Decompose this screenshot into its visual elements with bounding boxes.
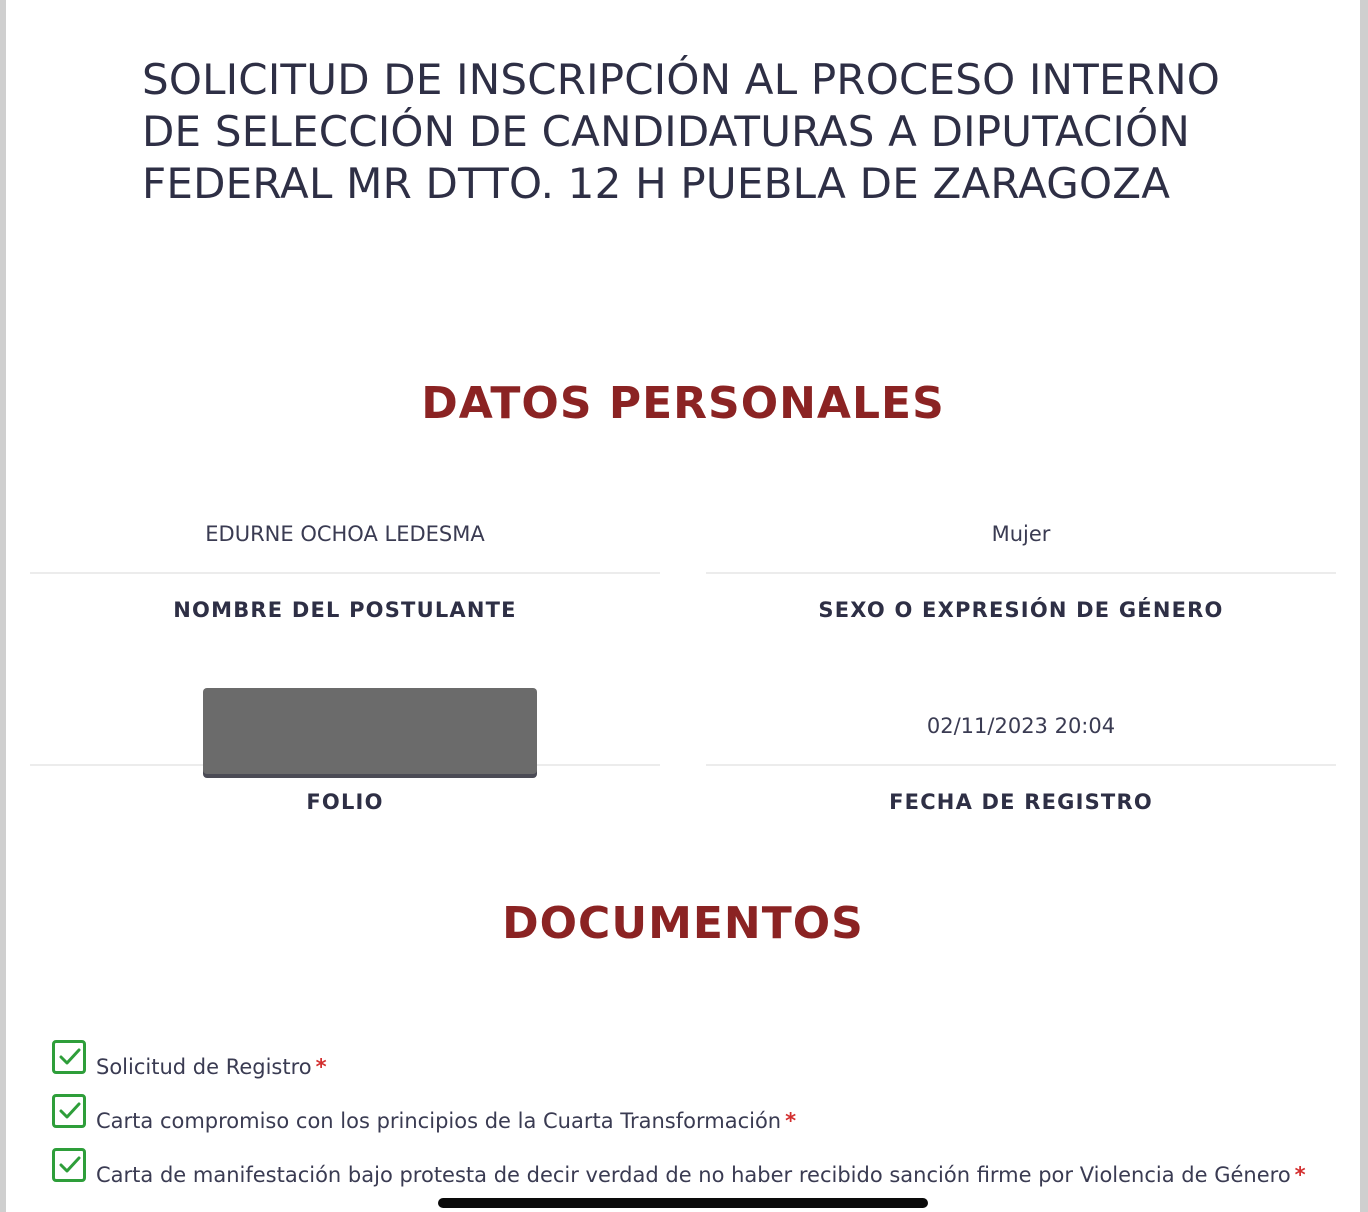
folio-label: FOLIO [306, 790, 384, 814]
page [6, 0, 1360, 1212]
checkbox-checked-icon[interactable] [52, 1148, 86, 1182]
documents-list [52, 1040, 1312, 1202]
required-mark: * [1294, 1163, 1306, 1187]
document-label: Carta de manifestación bajo protesta de decir verdad de no haber recibido sanción firme por Violencia de Género * [96, 1163, 1306, 1187]
document-item-solicitud [52, 1040, 1312, 1079]
fecha-label: FECHA DE REGISTRO [889, 790, 1153, 814]
document-item-carta-compromiso [52, 1094, 1312, 1133]
page-title: SOLICITUD DE INSCRIPCIÓN AL PROCESO INTERNO DE SELECCIÓN DE CANDIDATURAS A DIPUTACIÓN FEDERAL MR DTTO. 12 H PUEBLA DE ZARAGOZA [142, 55, 1221, 208]
nombre-value: EDURNE OCHOA LEDESMA [30, 496, 660, 574]
nombre-label: NOMBRE DEL POSTULANTE [173, 598, 517, 622]
field-sexo [706, 496, 1336, 622]
document-item-carta-manifestacion [52, 1148, 1312, 1187]
sexo-label: SEXO O EXPRESIÓN DE GÉNERO [818, 598, 1224, 622]
required-mark: * [785, 1109, 797, 1133]
fecha-value: 02/11/2023 20:04 [706, 688, 1336, 766]
field-fecha-registro [706, 688, 1336, 814]
field-nombre [30, 496, 660, 622]
checkbox-checked-icon[interactable] [52, 1040, 86, 1074]
document-label: Solicitud de Registro * [96, 1055, 327, 1079]
field-folio [30, 688, 660, 814]
sexo-value: Mujer [706, 496, 1336, 574]
section-title-documentos: DOCUMENTOS [502, 898, 864, 949]
folio-value [30, 688, 660, 766]
folio-redacted-block [203, 688, 537, 774]
required-mark: * [315, 1055, 327, 1079]
home-indicator[interactable] [438, 1198, 928, 1208]
document-label: Carta compromiso con los principios de la Cuarta Transformación * [96, 1109, 797, 1133]
section-title-datos-personales: DATOS PERSONALES [421, 378, 945, 429]
checkbox-checked-icon[interactable] [52, 1094, 86, 1128]
